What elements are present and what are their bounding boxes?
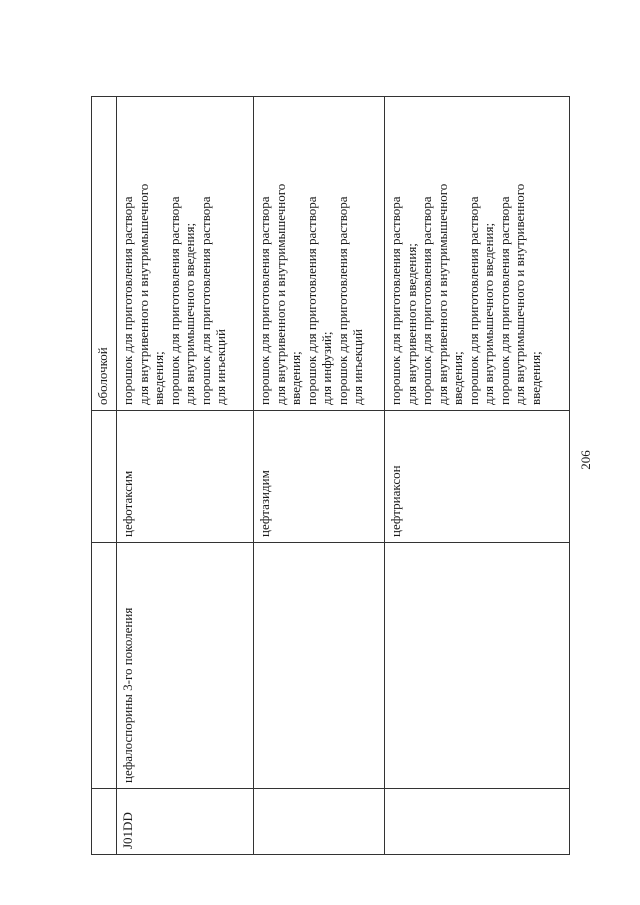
- drug-table: [91, 96, 570, 855]
- group-text: цефалоспорины 3-го поколения: [120, 607, 135, 783]
- rotated-table-container: [91, 97, 569, 855]
- code-cell: [92, 789, 117, 855]
- forms-text: оболочкой: [95, 347, 110, 405]
- forms-text: порошок для приготовления раствора для внутривенного и внутримышечного введения; порошок для приготовления раствора для инфузий; порошок для приготовления раствора для инъекций: [257, 183, 365, 405]
- drug-text: цефтриаксон: [388, 465, 403, 537]
- group-cell: [385, 543, 570, 789]
- forms-text: порошок для приготовления раствора для внутривенного и внутримышечного введения; порошок для приготовления раствора для внутримышечного введения; порошок для приготовления раствора для инъекций: [120, 183, 228, 405]
- drug-cell: [385, 411, 570, 543]
- code-cell: [254, 789, 385, 855]
- forms-cell: [117, 97, 254, 411]
- forms-cell: [254, 97, 385, 411]
- forms-cell: [92, 97, 117, 411]
- group-cell: [117, 543, 254, 789]
- code-cell: [117, 789, 254, 855]
- table-row: [117, 97, 254, 855]
- forms-text: порошок для приготовления раствора для внутривенного введения; порошок для приготовления раствора для внутривенного и внутримышечного введения; порошок для приготовления раствора для внутримышечного введения; порошок для приготовления раствора для внутримышечного и внутривенного введения;: [388, 183, 543, 405]
- page-number: 206: [578, 450, 593, 470]
- forms-cell: [385, 97, 570, 411]
- group-cell: [92, 543, 117, 789]
- table-row: [254, 97, 385, 855]
- drug-text: цефтазидим: [257, 470, 272, 537]
- drug-cell: [117, 411, 254, 543]
- drug-text: цефотаксим: [120, 470, 135, 537]
- drug-cell: [254, 411, 385, 543]
- drug-cell: [92, 411, 117, 543]
- code-cell: [385, 789, 570, 855]
- table-row: [92, 97, 117, 855]
- group-cell: [254, 543, 385, 789]
- code-text: J01DD: [120, 812, 135, 849]
- table-row: [385, 97, 570, 855]
